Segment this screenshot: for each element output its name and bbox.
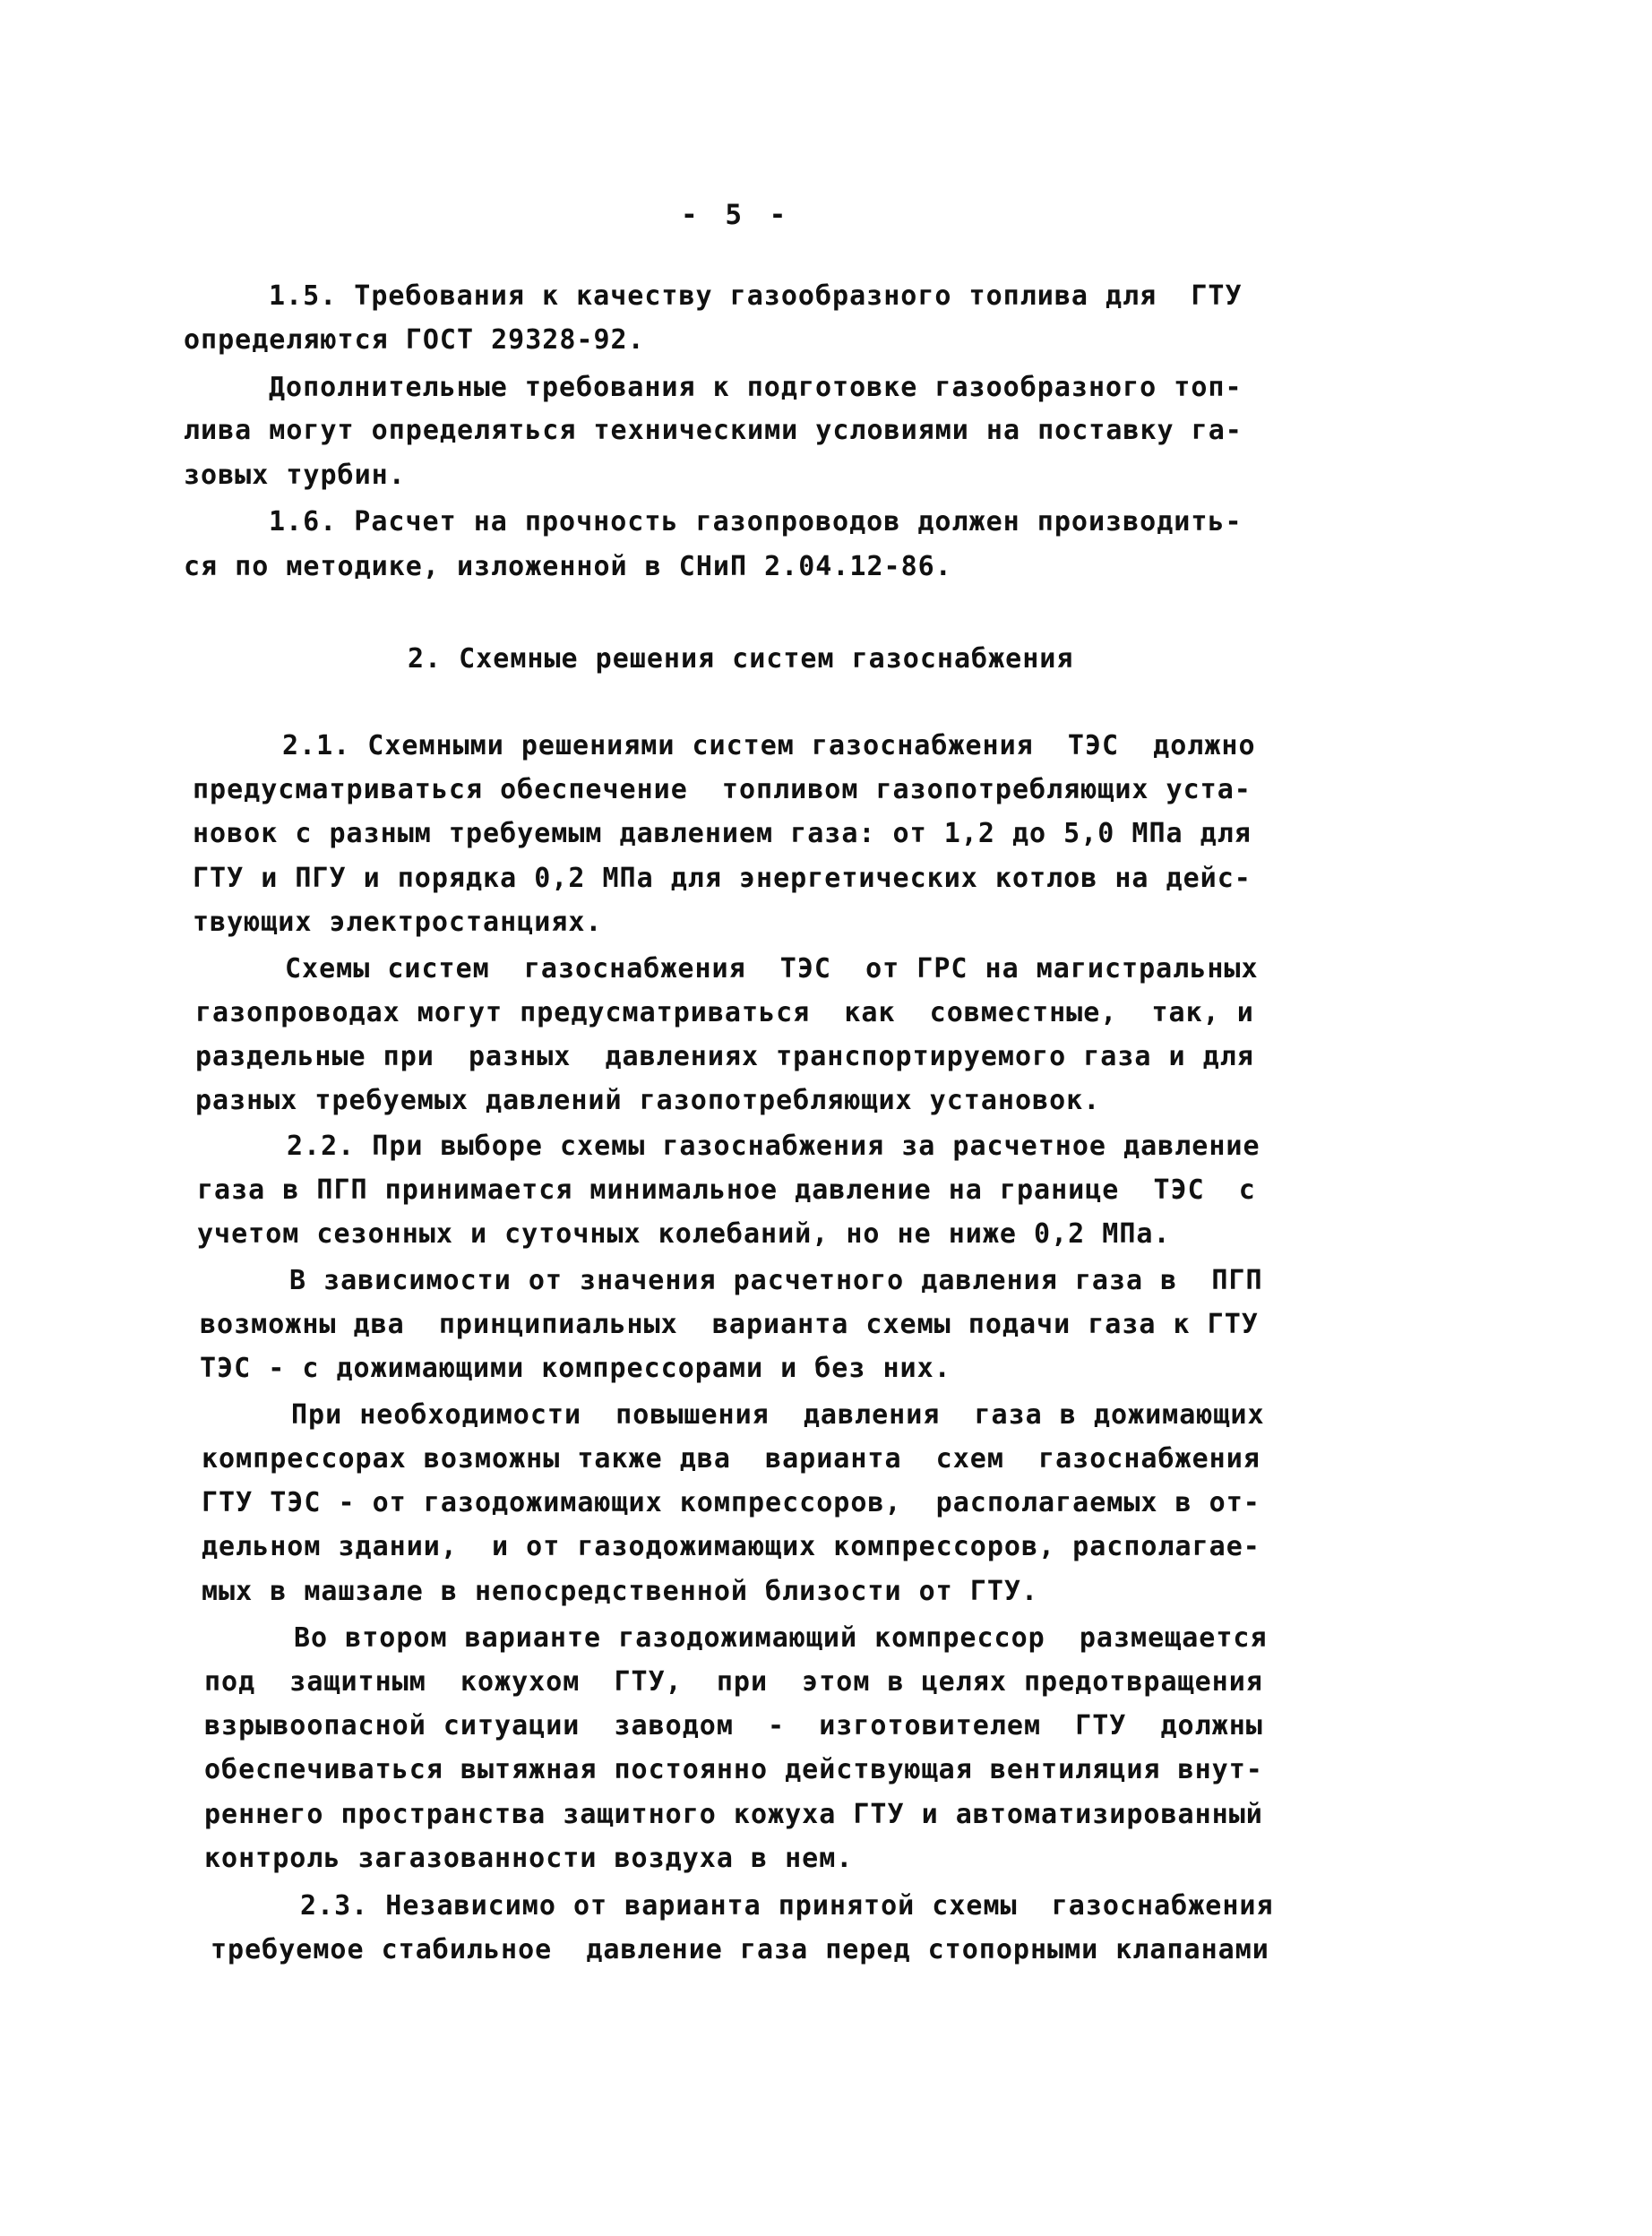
- paragraph-line: под защитным кожухом ГТУ, при этом в целях предотвращения: [204, 1666, 1263, 1698]
- paragraph-line: ТЭС - с дожимающими компрессорами и без них.: [200, 1353, 951, 1384]
- paragraph-line: ГТУ ТЭС - от газодожимающих компрессоров, располагаемых в от-: [202, 1487, 1261, 1518]
- paragraph-line: Схемы систем газоснабжения ТЭС от ГРС на магистральных: [285, 953, 1259, 985]
- paragraph-line: Во втором варианте газодожимающий компрессор размещается: [294, 1622, 1268, 1654]
- paragraph-line: зовых турбин.: [184, 460, 406, 491]
- paragraph-line: 1.5. Требования к качеству газообразного топлива для ГТУ: [269, 280, 1243, 312]
- paragraph-line: обеспечиваться вытяжная постоянно действующая вентиляция внут-: [204, 1754, 1263, 1785]
- paragraph-line: определяются ГОСТ 29328-92.: [184, 324, 645, 356]
- paragraph-line: ся по методике, изложенной в СНиП 2.04.12-86.: [184, 551, 952, 582]
- paragraph-line: 1.6. Расчет на прочность газопроводов должен производить-: [269, 506, 1243, 538]
- paragraph-line: газопроводах могут предусматриваться как совместные, так, и: [195, 997, 1254, 1028]
- paragraph-line: мых в машзале в непосредственной близости от ГТУ.: [202, 1576, 1039, 1607]
- paragraph-line: 2.1. Схемными решениями систем газоснабжения ТЭС должно: [282, 730, 1256, 761]
- paragraph-line: газа в ПГП принимается минимальное давление на границе ТЭС с: [197, 1174, 1256, 1206]
- paragraph-line: компрессорах возможны также два варианта схем газоснабжения: [202, 1443, 1261, 1475]
- paragraph-line: реннего пространства защитного кожуха ГТУ и автоматизированный: [204, 1799, 1263, 1830]
- paragraph-line: взрывоопасной ситуации заводом - изготовителем ГТУ должны: [204, 1710, 1263, 1742]
- paragraph-line: ГТУ и ПГУ и порядка 0,2 МПа для энергетических котлов на дейс-: [193, 863, 1252, 894]
- paragraph-line: новок с разным требуемым давлением газа: от 1,2 до 5,0 МПа для: [193, 818, 1252, 849]
- paragraph-line: твующих электростанциях.: [193, 907, 603, 938]
- paragraph-line: разных требуемых давлений газопотребляющих установок.: [195, 1085, 1101, 1116]
- paragraph-line: При необходимости повышения давления газа в дожимающих: [291, 1399, 1265, 1431]
- section-heading: 2. Схемные решения систем газоснабжения: [408, 643, 1074, 675]
- paragraph-line: 2.2. При выборе схемы газоснабжения за расчетное давление: [287, 1131, 1261, 1162]
- paragraph-line: 2.3. Независимо от варианта принятой схемы газоснабжения: [300, 1890, 1274, 1922]
- paragraph-line: В зависимости от значения расчетного давления газа в ПГП: [289, 1265, 1263, 1296]
- paragraph-line: возможны два принципиальных варианта схемы подачи газа к ГТУ: [200, 1309, 1259, 1340]
- paragraph-line: лива могут определяться техническими условиями на поставку га-: [184, 415, 1243, 446]
- paragraph-line: Дополнительные требования к подготовке газообразного топ-: [269, 372, 1243, 403]
- paragraph-line: предусматриваться обеспечение топливом газопотребляющих уста-: [193, 774, 1252, 805]
- paragraph-line: учетом сезонных и суточных колебаний, но не ниже 0,2 МПа.: [197, 1218, 1171, 1250]
- paragraph-line: требуемое стабильное давление газа перед стопорными клапанами: [211, 1934, 1269, 1965]
- paragraph-line: контроль загазованности воздуха в нем.: [204, 1843, 854, 1874]
- page-number: - 5 -: [681, 199, 792, 231]
- paragraph-line: дельном здании, и от газодожимающих компрессоров, располагае-: [202, 1531, 1261, 1562]
- paragraph-line: раздельные при разных давлениях транспортируемого газа и для: [195, 1041, 1254, 1072]
